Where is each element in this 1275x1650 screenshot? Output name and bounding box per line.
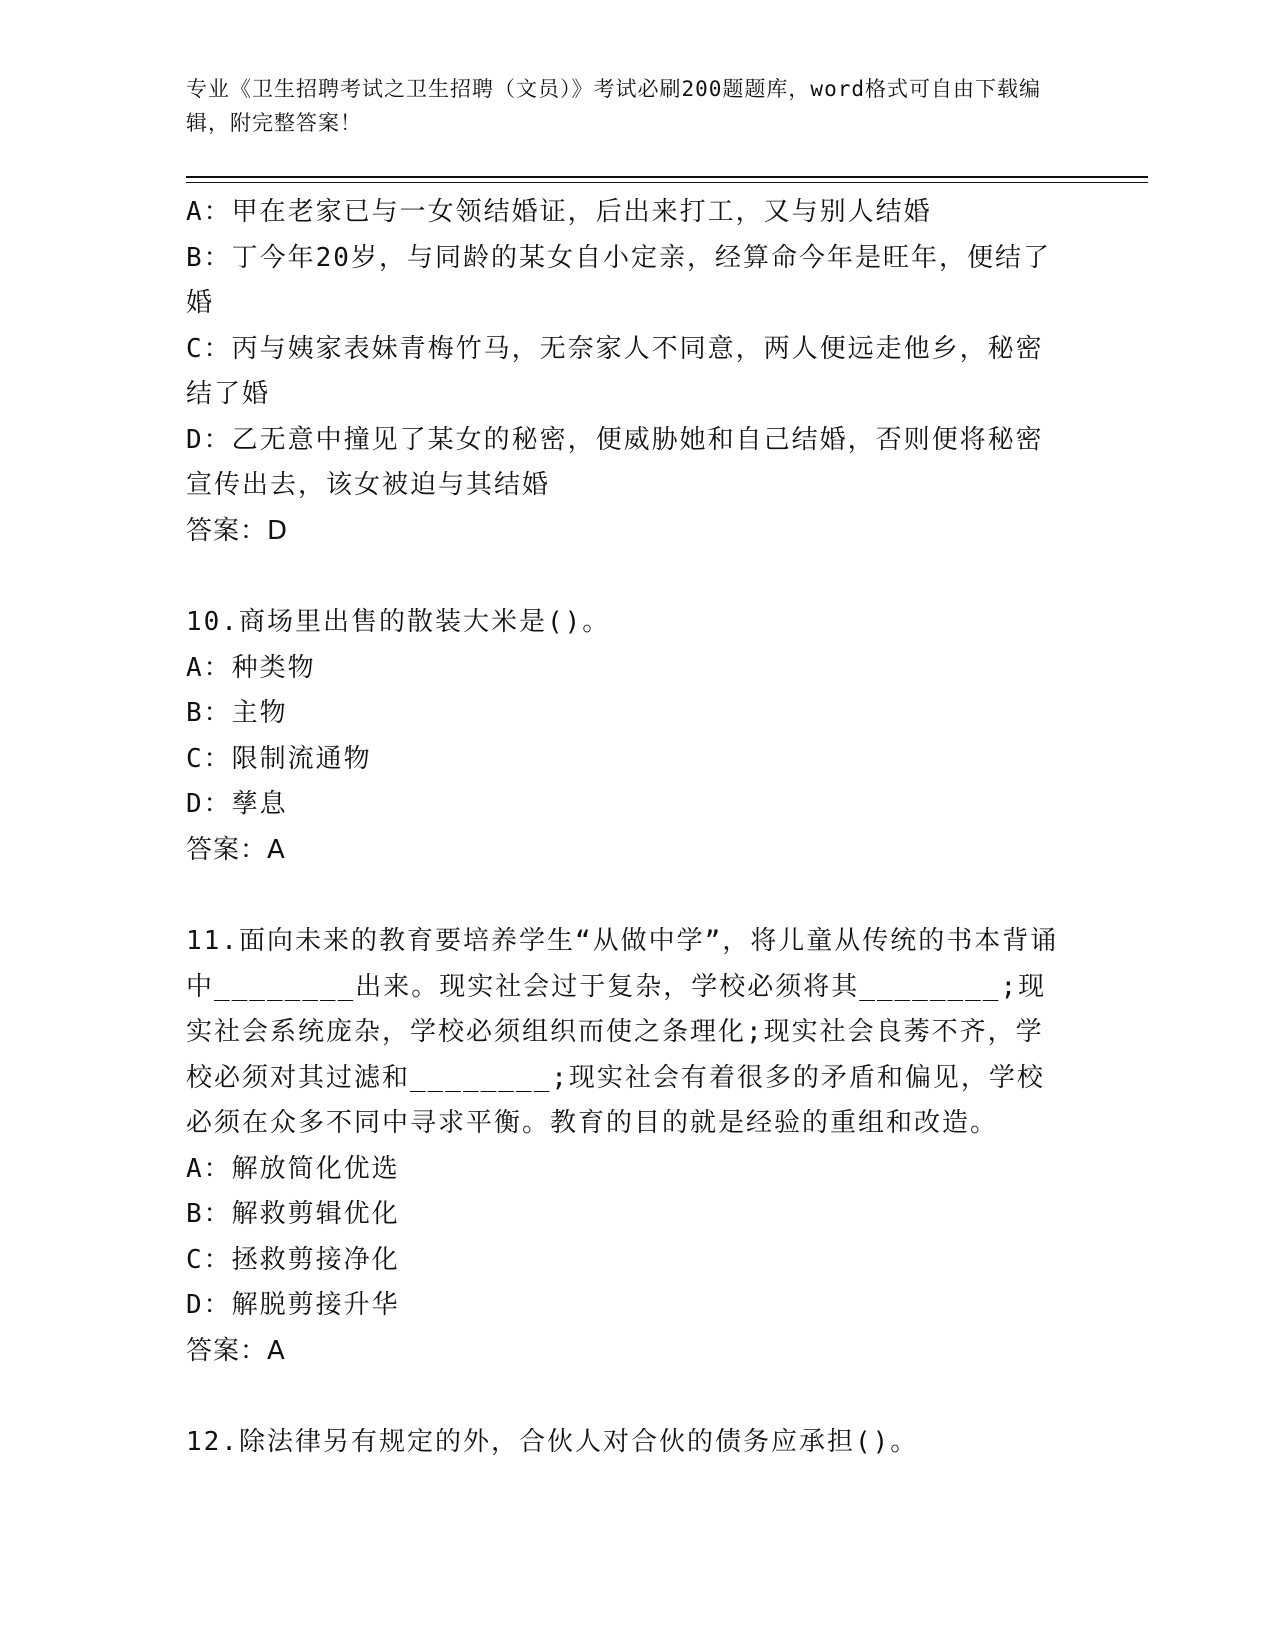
q11-option-c: C：拯救剪接净化 [186, 1244, 400, 1275]
question-9-block [186, 190, 1066, 554]
question-11-block [186, 919, 1066, 1374]
q11-answer: 答案：A [186, 1335, 286, 1366]
q9-answer: 答案：D [186, 515, 289, 546]
q10-option-d: D：孳息 [186, 789, 288, 819]
q11-option-b: B：解救剪辑优化 [186, 1199, 400, 1229]
q10-option-a: A：种类物 [186, 652, 316, 683]
q9-option-b: B：丁今年20岁，与同龄的某女自小定亲，经算命今年是旺年，便结了婚 [186, 242, 1051, 318]
q11-option-a: A：解放简化优选 [186, 1153, 400, 1184]
q9-option-d: D：乙无意中撞见了某女的秘密，便威胁她和自己结婚，否则便将秘密宣传出去，该女被迫与其结婚 [186, 424, 1044, 500]
q11-question: 11.面向未来的教育要培养学生“从做中学”，将儿童从传统的书本背诵中________出来。现实社会过于复杂，学校必须将其________;现实社会系统庞杂，学校必须组织而使之条理化;现实社会良莠不齐，学校必须对其过滤和________;现实社会有着很多的矛盾和偏见，学校必须在众多不同中寻求平衡。教育的目的就是经验的重组和改造。 [186, 926, 1059, 1138]
spacer [186, 1374, 1066, 1420]
q9-option-a: A：甲在老家已与一女领结婚证，后出来打工，又与别人结婚 [186, 197, 932, 227]
q10-option-c: C：限制流通物 [186, 743, 372, 774]
q9-option-c: C：丙与姨家表妹青梅竹马，无奈家人不同意，两人便远走他乡，秘密结了婚 [186, 333, 1044, 409]
question-content [186, 190, 1066, 1466]
question-10-block [186, 600, 1066, 873]
header-divider-thin [186, 182, 1148, 183]
spacer [186, 873, 1066, 919]
q10-option-b: B：主物 [186, 698, 288, 728]
q12-question: 12.除法律另有规定的外，合伙人对合伙的债务应承担()。 [186, 1427, 919, 1457]
q10-answer: 答案：A [186, 834, 286, 865]
spacer [186, 554, 1066, 600]
q11-option-d: D：解脱剪接升华 [186, 1290, 400, 1320]
document-header: 专业《卫生招聘考试之卫生招聘（文员）》考试必刷200题题库，word格式可自由下载编辑，附完整答案！ [186, 77, 1041, 135]
q10-question: 10.商场里出售的散装大米是()。 [186, 607, 611, 637]
header-divider-thick [186, 176, 1148, 178]
question-12-block [186, 1420, 1066, 1466]
